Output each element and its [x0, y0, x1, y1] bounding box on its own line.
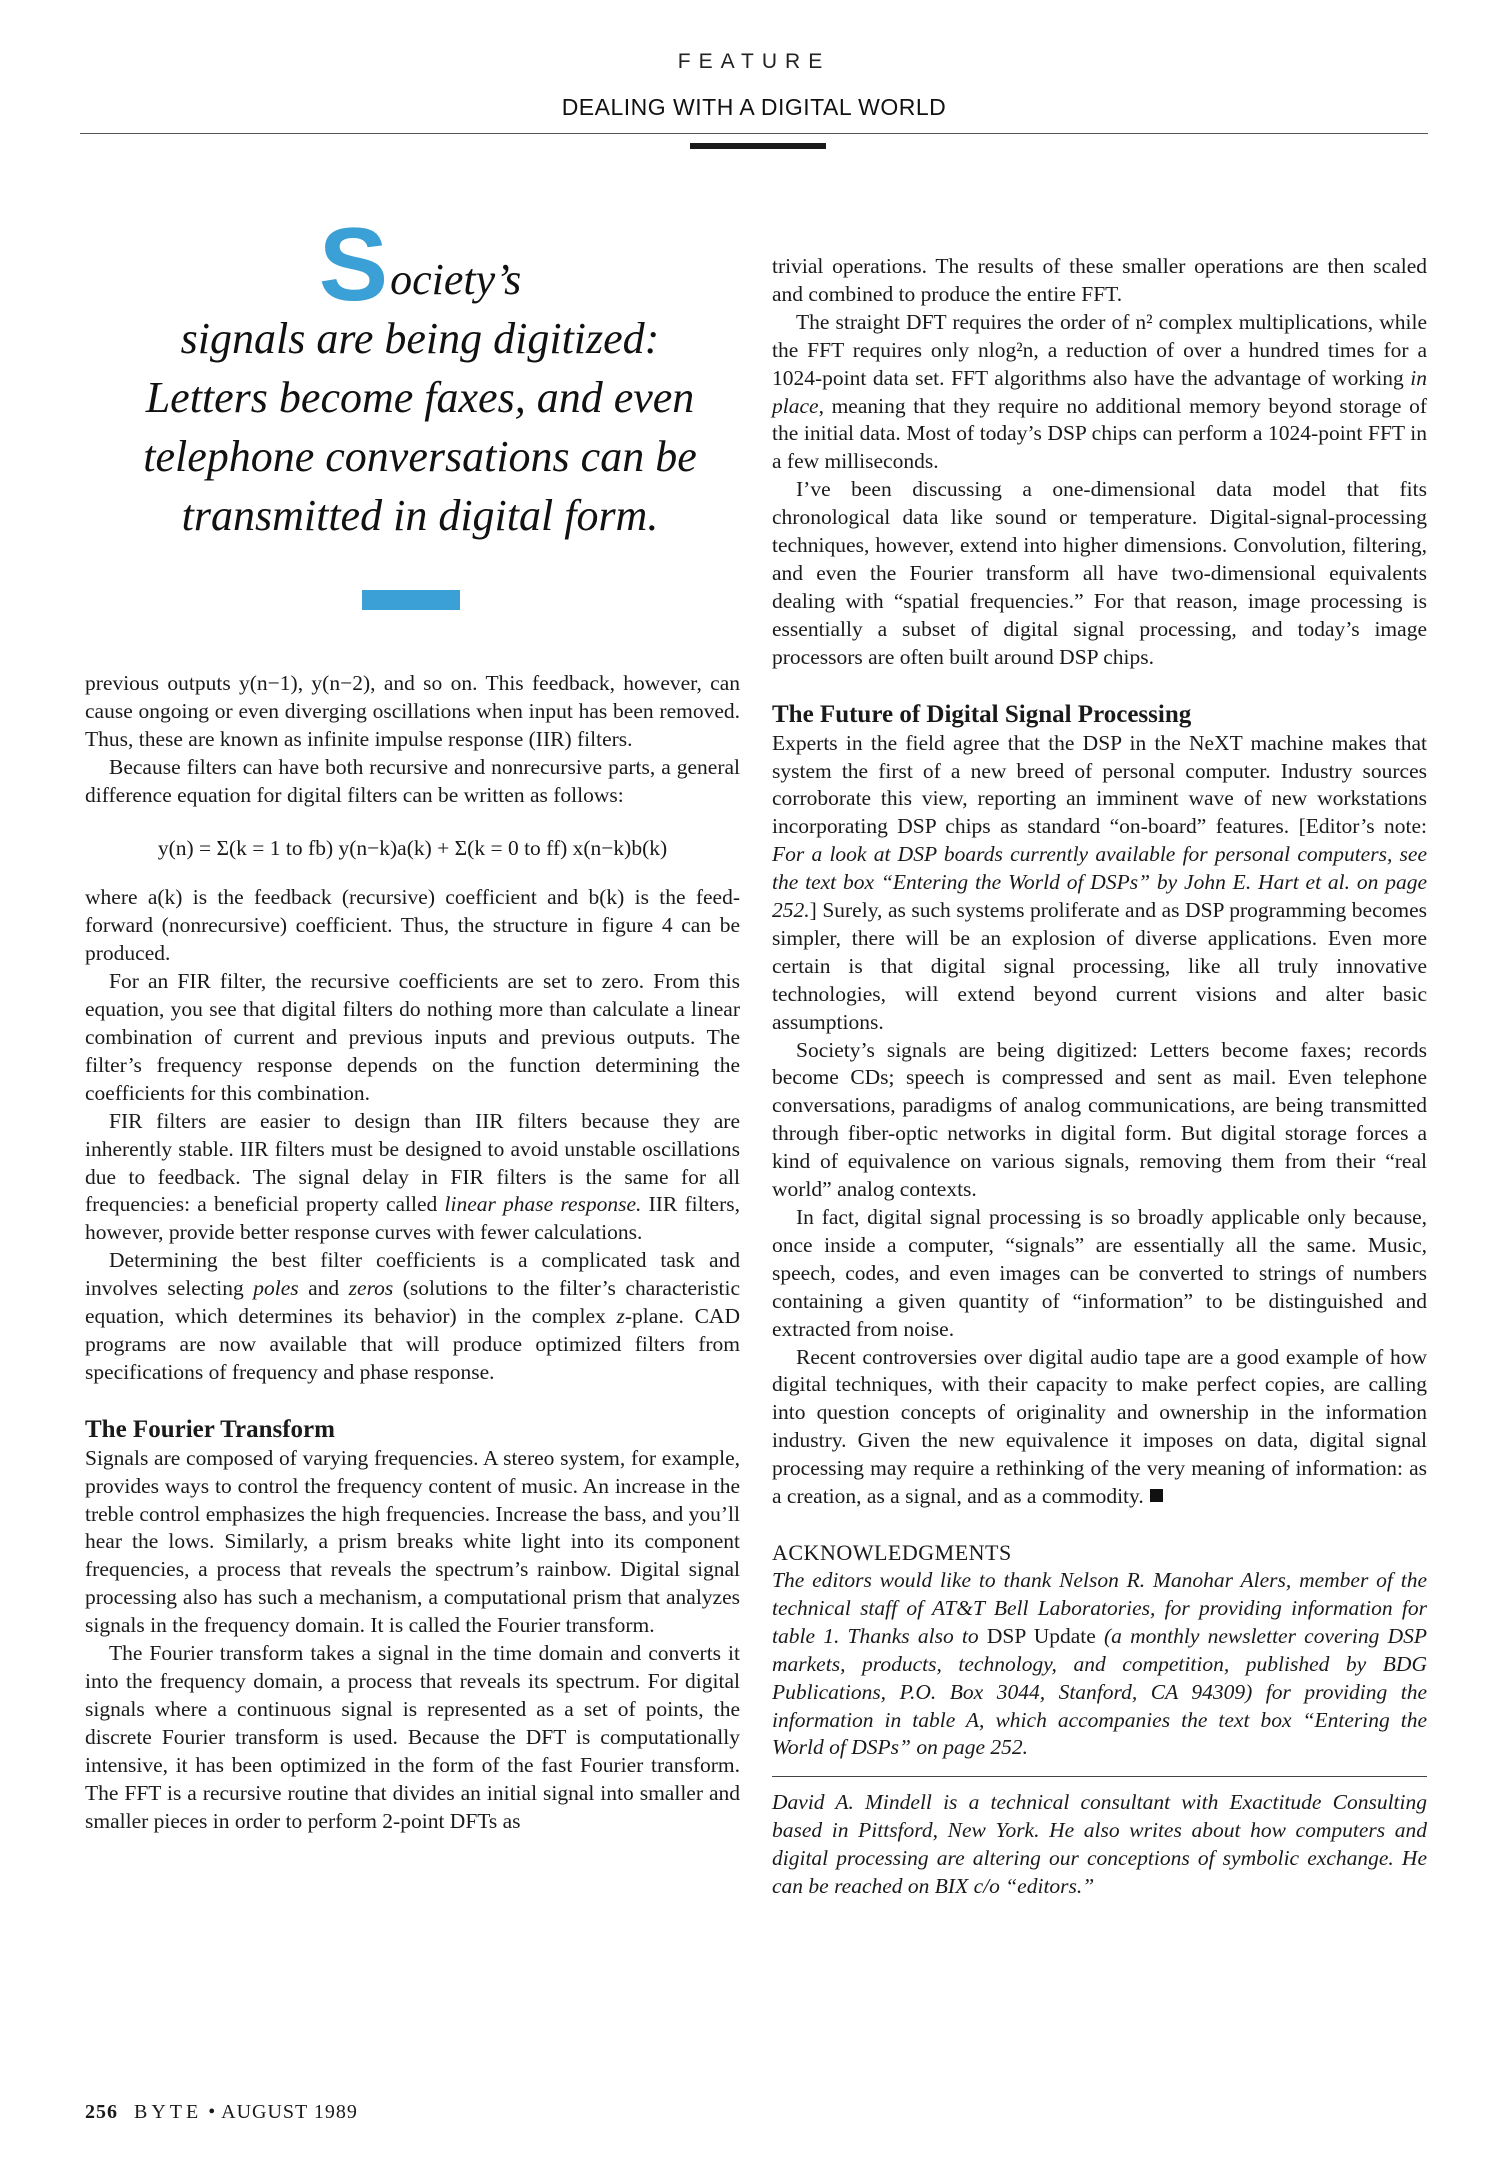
feature-kicker: FEATURE — [677, 50, 831, 73]
paragraph: Because filters can have both recursive and nonrecursive parts, a general difference equation for digital filters can be written as follows: — [85, 754, 740, 807]
italic-term: poles — [253, 1276, 299, 1301]
italic-term: z — [616, 1304, 625, 1329]
page-number: 256 — [85, 2101, 118, 2123]
text-run: IIR filters, however, provide better response curves with fewer calculations. — [85, 1192, 740, 1245]
paragraph: trivial operations. The results of these smaller operations are then scaled and combined to produce the entire FFT. — [772, 254, 1427, 306]
paragraph: I’ve been discussing a one-dimensional data model that fits chronological data like sound or temperature. Digital-signal-processing techniques, however, extend into higher dimensions. Convolution, filtering, and even the Fourier transform all have two-dimensional equivalents dealing with “spatial frequencies.” For that reason, image processing is essentially a subset of digital signal processing, and today’s image processors are often built around DSP chips. — [772, 477, 1427, 669]
pull-quote-first-word: ociety’s — [390, 255, 522, 304]
text-run: , meaning that they require no additional memory beyond storage of the initial data. Most of today’s DSP chips can perform a 1024-point FFT in a few milliseconds. — [772, 393, 1427, 474]
paragraph — [85, 1108, 740, 1248]
heading-future-dsp: The Future of Digital Signal Processing — [772, 700, 1192, 728]
pull-quote-line-5: transmitted in digital form. — [181, 491, 659, 540]
left-column — [85, 670, 740, 1835]
pull-quote-line-1 — [100, 207, 740, 323]
right-column — [772, 253, 1427, 1901]
paragraph — [772, 1344, 1427, 1511]
author-bio: David A. Mindell is a technical consultant with Exactitude Consulting based in Pittsford, New York. He also writes about how computers and digital processing are altering our conceptions of symbolic exchange. He can be reached on BIX c/o “editors.” — [772, 1790, 1427, 1899]
text-run: Recent controversies over digital audio tape are a good example of how digital techniques, with their capacity to make perfect copies, are calling into question concepts of originality and ownership in the information industry. Given the new equivalence it imposes on data, digital signal processing may require a rethinking of the very meaning of information: as a creation, as a signal, and as a commodity. — [772, 1344, 1427, 1509]
acknowledgments-body — [772, 1567, 1427, 1762]
pull-quote-accent-bar — [362, 590, 460, 610]
text-run: -plane. CAD programs are now available that will produce optimized filters from specifications of frequency and phase response. — [85, 1304, 740, 1384]
text-run: The straight DFT requires the order of n² complex multiplications, while the FFT requires only nlog²n, a reduction of over a hundred times for a 1024-point data set. FFT algorithms also have the advantage of working — [772, 309, 1427, 390]
footer-separator: • — [208, 2101, 217, 2123]
italic-term: linear phase response. — [444, 1192, 642, 1217]
header-rule-accent — [690, 143, 826, 149]
page-footer — [85, 2101, 358, 2124]
bio-divider — [772, 1776, 1427, 1777]
text-run: and — [298, 1276, 349, 1301]
end-of-article-mark — [1150, 1489, 1163, 1502]
text-run: (a monthly newsletter covering DSP markets, products, technology, and competition, published by BDG Publications, P.O. Box 3044, Stanford, CA 94309) for providing the information in table A, which accompanies the text box “Entering the World of DSPs” on page 252. — [772, 1623, 1427, 1760]
drop-cap: S — [318, 207, 389, 323]
text-run: ] Surely, as such systems proliferate and as DSP programming becomes simpler, there will be an explosion of diverse applications. Even more certain is that digital signal processing, like all truly innovative technologies, will extend beyond current visions and alter basic assumptions. — [772, 898, 1427, 1034]
difference-equation: y(n) = Σ(k = 1 to fb) y(n−k)a(k) + Σ(k = 0 to ff) x(n−k)b(k) — [157, 835, 668, 860]
text-run: (solutions to the filter’s characteristic equation, which determines its behavior) in the complex — [85, 1276, 740, 1329]
paragraph: Society’s signals are being digitized: Letters become faxes; records become CDs; speech is compressed and sent as mail. Even telephone conversations, paradigms of analog communications, are being transmitted through fiber-optic networks in digital form. But digital storage forces a kind of equivalence on various signals, removing them from their “real world” analog contexts. — [772, 1037, 1427, 1202]
heading-fourier-transform: The Fourier Transform — [85, 1415, 335, 1443]
paragraph: previous outputs y(n−1), y(n−2), and so on. This feedback, however, can cause ongoing or even diverging oscillations when input has been removed. Thus, these are known as infinite impulse response (IIR) filters. — [85, 671, 740, 751]
pull-quote-line-2: signals are being digitized: — [180, 314, 660, 363]
publication-name: BYTE — [134, 2101, 203, 2123]
paragraph: In fact, digital signal processing is so broadly applicable only because, once inside a computer, “signals” are essentially all the same. Music, speech, codes, and even images can be converted to strings of numbers containing a given quantity of “information” to be distinguished and extracted from noise. — [772, 1205, 1427, 1341]
pull-quote-line-3: Letters become faxes, and even — [145, 373, 695, 422]
text-run: FIR filters are easier to design than IIR filters because they are inherently stable. IIR filters must be designed to avoid unstable oscillations due to feedback. The signal delay in FIR filters is the same for all frequencies: a beneficial property called — [85, 1108, 740, 1217]
paragraph — [772, 730, 1427, 1037]
pull-quote-line-4: telephone conversations can be — [143, 432, 697, 481]
section-title: DEALING WITH A DIGITAL WORLD — [561, 94, 947, 120]
paragraph — [772, 309, 1427, 476]
italic-term: zeros — [348, 1276, 394, 1301]
newsletter-title: DSP Update — [986, 1623, 1096, 1648]
header-rule — [80, 133, 1428, 134]
paragraph: For an FIR filter, the recursive coefficients are set to zero. From this equation, you see that digital filters do nothing more than calculate a linear combination of current and previous inputs and previous outputs. The filter’s frequency response depends on the function determining the coefficients for this combination. — [85, 969, 740, 1105]
text-run: Experts in the field agree that the DSP in the NeXT machine makes that system the first of a new breed of personal computer. Industry sources corroborate this view, reporting an imminent wave of new workstations incorporating DSP chips as standard “on-board” features. [Editor’s note: — [772, 730, 1427, 839]
paragraph: Signals are composed of varying frequencies. A stereo system, for example, provides ways to control the frequency content of music. An increase in the treble control emphasizes the high frequencies. Increase the bass, and you’ll hear the lows. Similarly, a prism breaks white light into its component frequencies, a process that reveals the spectrum’s rainbow. Digital signal processing also has such a mechanism, a computational prism that analyzes signals in the frequency domain. It is called the Fourier transform. — [85, 1445, 740, 1638]
paragraph: The Fourier transform takes a signal in the time domain and converts it into the frequency domain, a process that reveals its spectrum. For digital signals where a continuous signal is represented as a set of points, the discrete Fourier transform is used. Because the DFT is computationally intensive, it has been optimized in the form of the fast Fourier transform. The FFT is a recursive routine that divides an initial signal into smaller and smaller pieces in order to perform 2-point DFTs as — [85, 1641, 740, 1833]
text-run: The editors would like to thank Nelson R. Manohar Alers, member of the technical staff of AT&T Bell Laboratories, for providing information for table 1. Thanks also to — [772, 1567, 1427, 1648]
issue-date: AUGUST 1989 — [221, 2101, 358, 2123]
pull-quote — [100, 207, 740, 545]
editors-note: For a look at DSP boards currently available for personal computers, see the text box “Entering the World of DSPs” by John E. Hart et al. on page 252. — [772, 842, 1427, 923]
paragraph — [85, 1247, 740, 1387]
acknowledgments-heading: ACKNOWLEDGMENTS — [772, 1539, 1012, 1565]
text-run: Determining the best filter coefficients is a complicated task and involves selecting — [85, 1248, 740, 1301]
italic-term: in place — [772, 365, 1427, 418]
paragraph: where a(k) is the feedback (recursive) coefficient and b(k) is the feed-forward (nonrecursive) coefficient. Thus, the structure in figure 4 can be produced. — [85, 885, 740, 966]
